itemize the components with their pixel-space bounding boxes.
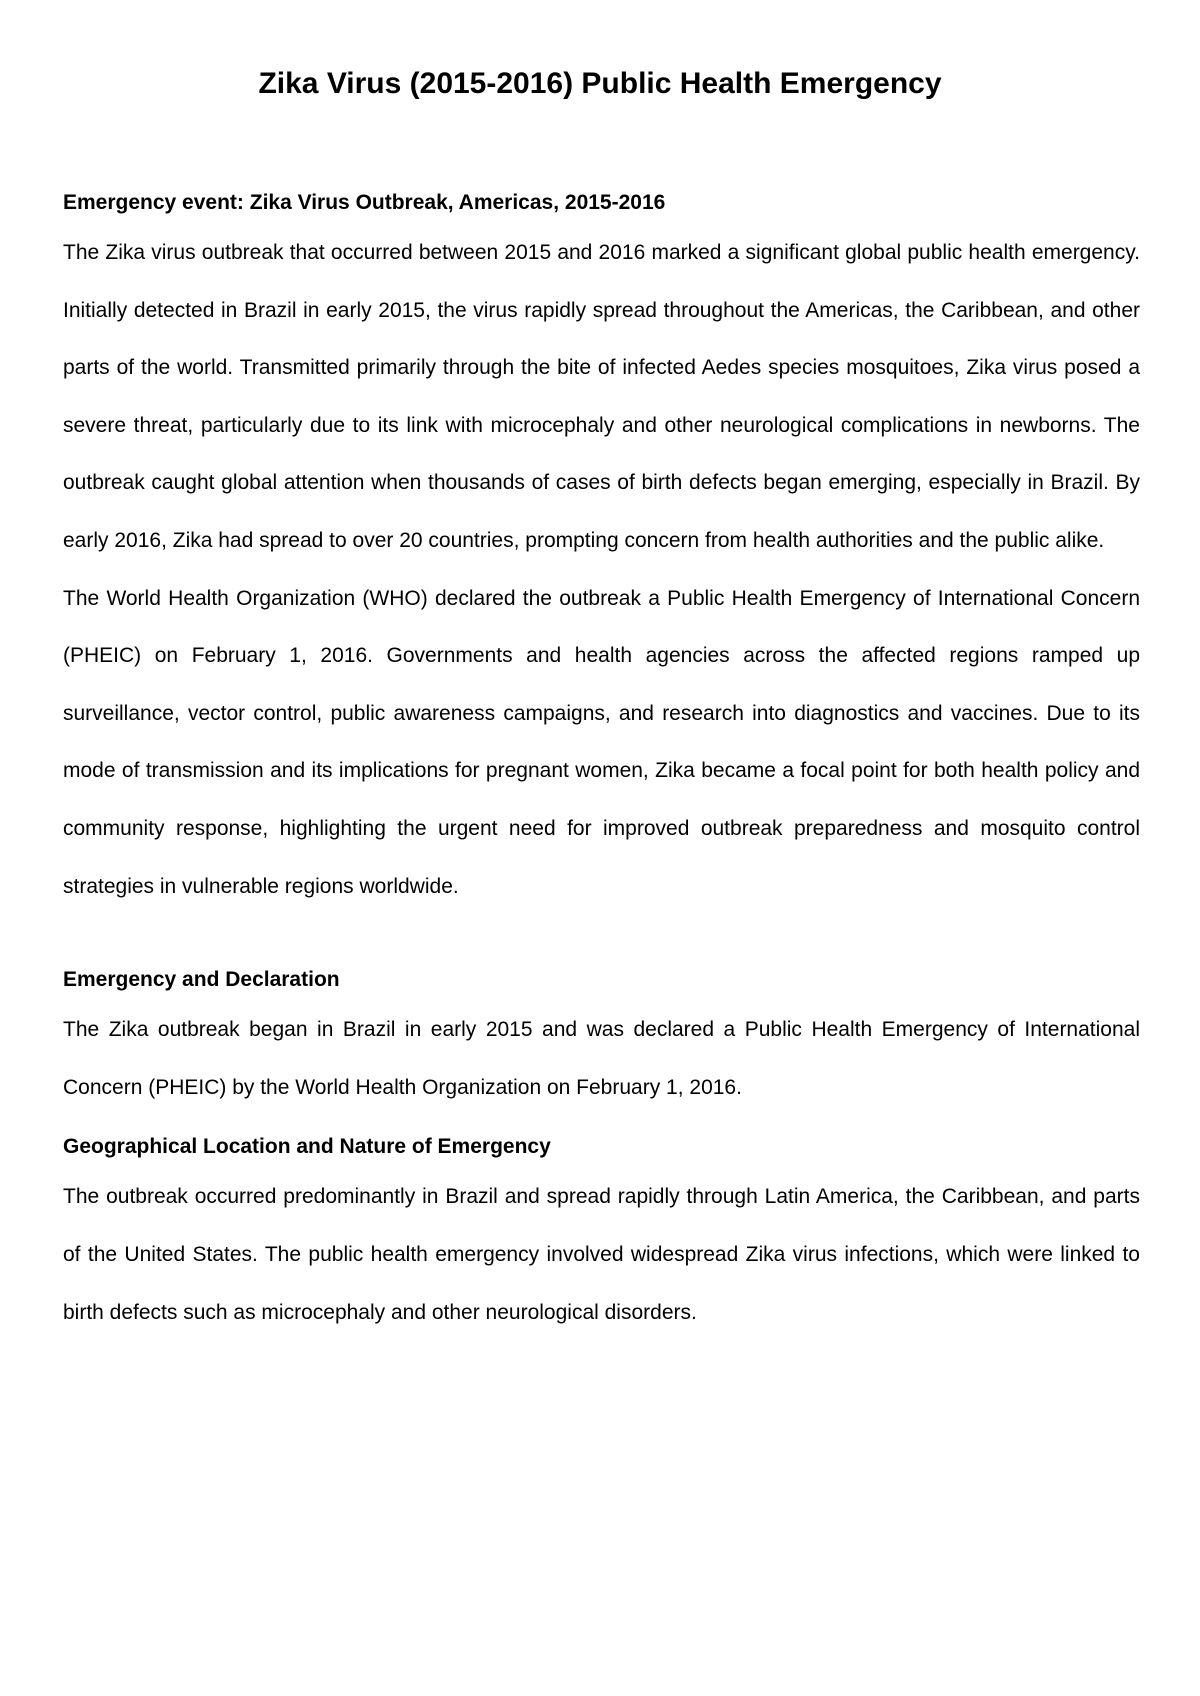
section-geographical-location	[63, 1126, 1140, 1341]
document-body	[63, 182, 1140, 1341]
section-heading: Geographical Location and Nature of Emergency	[63, 1135, 551, 1159]
body-paragraph: The World Health Organization (WHO) declared the outbreak a Public Health Emergency of International Concern (PHEIC) on February 1, 2016. Governments and health agencies across the affected regions ramped up surveillance, vector control, public awareness campaigns, and research into diagnostics and vaccines. Due to its mode of transmission and its implications for pregnant women, Zika became a focal point for both health policy and community response, highlighting the urgent need for improved outbreak preparedness and mosquito control strategies in vulnerable regions worldwide.	[63, 586, 1140, 898]
section-heading: Emergency event: Zika Virus Outbreak, Americas, 2015-2016	[63, 191, 666, 214]
body-paragraph: The Zika outbreak began in Brazil in early 2015 and was declared a Public Health Emergency of International Concern (PHEIC) by the World Health Organization on February 1, 2016.	[63, 1018, 1140, 1099]
body-paragraph: The outbreak occurred predominantly in Brazil and spread rapidly through Latin America, the Caribbean, and parts of the United States. The public health emergency involved widespread Zika virus infections, which were linked to birth defects such as microcephaly and other neurological disorders.	[63, 1185, 1140, 1324]
section-heading: Emergency and Declaration	[63, 968, 340, 992]
section-emergency-declaration	[63, 959, 1140, 1116]
body-paragraph: The Zika virus outbreak that occurred between 2015 and 2016 marked a significant global public health emergency. Initially detected in Brazil in early 2015, the virus rapidly spread throughout the Americas, the Caribbean, and other parts of the world. Transmitted primarily through the bite of infected Aedes species mosquitoes, Zika virus posed a severe threat, particularly due to its link with microcephaly and other neurological complications in newborns. The outbreak caught global attention when thousands of cases of birth defects began emerging, especially in Brazil. By early 2016, Zika had spread to over 20 countries, prompting concern from health authorities and the public alike.	[63, 241, 1140, 552]
section-emergency-event	[63, 182, 1140, 915]
document-title: Zika Virus (2015-2016) Public Health Emergency	[258, 67, 942, 100]
